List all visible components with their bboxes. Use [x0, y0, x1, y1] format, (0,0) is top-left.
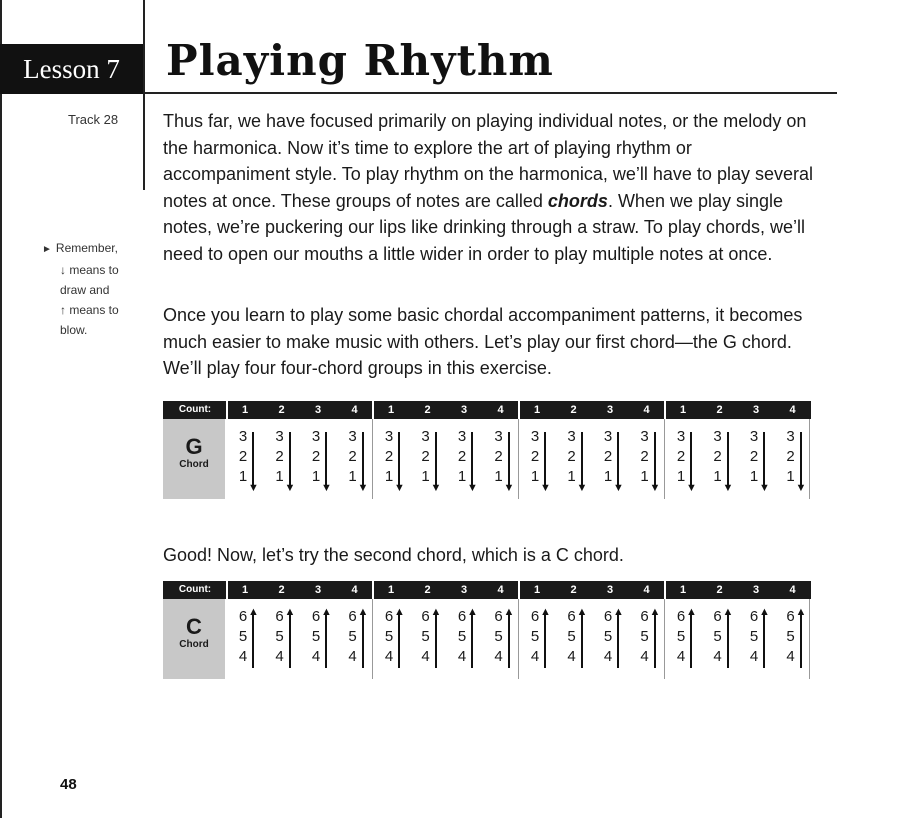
hole-number: 2 — [348, 448, 357, 465]
breath-arrow-stem — [617, 432, 619, 488]
hole-number: 5 — [457, 628, 467, 645]
c-chord-chart — [163, 581, 811, 679]
hole-number: 2 — [530, 448, 540, 465]
measure-line — [664, 599, 665, 679]
side-note — [42, 238, 142, 340]
blow-arrow-icon: ▲ — [540, 606, 551, 618]
g-chord-chart — [163, 401, 811, 499]
hole-number: 3 — [786, 428, 795, 445]
breath-arrow-stem — [362, 612, 364, 668]
draw-arrow-icon: ▼ — [467, 482, 478, 494]
hole-number: 1 — [384, 468, 394, 485]
breath-arrow-stem — [471, 612, 473, 668]
pointer-icon: ► — [42, 244, 52, 255]
hole-number: 5 — [421, 628, 430, 645]
count-number: 4 — [497, 584, 504, 596]
measure-line — [809, 419, 810, 499]
measure-divider — [664, 401, 666, 419]
measure-line — [372, 419, 373, 499]
breath-arrow-stem — [544, 612, 546, 668]
hole-number: 2 — [567, 448, 576, 465]
count-number: 4 — [789, 404, 796, 416]
hole-number: 3 — [384, 428, 394, 445]
draw-arrow-icon: ▼ — [795, 482, 807, 494]
chord-letter: G — [185, 434, 203, 459]
chord-letter: C — [186, 614, 202, 639]
hole-number: 5 — [530, 628, 540, 645]
hole-number: 3 — [749, 428, 759, 445]
breath-arrow-stem — [654, 432, 656, 488]
hole-number: 4 — [348, 648, 357, 665]
breath-arrow-stem — [763, 612, 765, 668]
hole-number: 1 — [311, 468, 321, 485]
blow-arrow-icon: ▲ — [321, 606, 332, 618]
count-number: 4 — [351, 584, 358, 596]
measure-line — [664, 419, 665, 499]
breath-arrow-stem — [763, 432, 765, 488]
breath-arrow-stem — [289, 612, 291, 668]
hole-number: 2 — [603, 448, 613, 465]
hole-number: 5 — [749, 628, 759, 645]
breath-arrow-stem — [362, 432, 364, 488]
hole-number: 6 — [749, 608, 759, 625]
hole-number: 4 — [238, 648, 248, 665]
draw-arrow-icon: ▼ — [649, 482, 661, 494]
breath-arrow-stem — [398, 612, 400, 668]
hole-number: 4 — [640, 648, 649, 665]
blow-arrow-icon: ▲ — [394, 606, 405, 618]
count-number: 1 — [679, 404, 687, 416]
breath-arrow-stem — [727, 432, 729, 488]
blow-arrow-icon: ▲ — [467, 606, 478, 618]
hole-number: 4 — [421, 648, 430, 665]
count-number: 1 — [533, 404, 541, 416]
count-number: 2 — [278, 584, 285, 596]
count-number: 2 — [278, 404, 285, 416]
count-number: 3 — [460, 584, 468, 596]
hole-number: 6 — [311, 608, 321, 625]
count-number: 3 — [314, 584, 322, 596]
draw-arrow-icon: ▼ — [248, 482, 259, 494]
hole-number: 2 — [238, 448, 248, 465]
count-number: 4 — [351, 404, 358, 416]
draw-arrow-icon: ▼ — [503, 482, 515, 494]
draw-arrow-icon: ▼ — [540, 482, 551, 494]
blow-arrow-icon: ▲ — [686, 606, 697, 618]
hole-number: 4 — [530, 648, 540, 665]
hole-number: 6 — [238, 608, 248, 625]
measure-divider — [664, 581, 666, 599]
hole-number: 3 — [311, 428, 321, 445]
count-number: 2 — [716, 404, 723, 416]
count-number: 1 — [533, 584, 541, 596]
hole-number: 3 — [275, 428, 284, 445]
breath-arrow-stem — [800, 432, 802, 488]
breath-arrow-stem — [508, 432, 510, 488]
blow-arrow-icon: ▲ — [284, 606, 296, 618]
hole-number: 2 — [676, 448, 686, 465]
count-number: 1 — [679, 584, 687, 596]
hole-number: 1 — [530, 468, 540, 485]
hole-number: 6 — [603, 608, 613, 625]
count-number: 3 — [314, 404, 322, 416]
hole-number: 1 — [786, 468, 795, 485]
measure-divider — [372, 401, 374, 419]
blow-arrow-icon: ▲ — [795, 606, 807, 618]
breath-arrow-stem — [544, 432, 546, 488]
breath-arrow-stem — [252, 432, 254, 488]
hole-number: 6 — [713, 608, 722, 625]
count-number: 2 — [424, 404, 431, 416]
measure-divider — [226, 401, 228, 419]
breath-arrow-stem — [800, 612, 802, 668]
breath-arrow-stem — [617, 612, 619, 668]
hole-number: 2 — [275, 448, 284, 465]
hole-number: 5 — [348, 628, 357, 645]
hole-number: 4 — [676, 648, 686, 665]
hole-number: 1 — [348, 468, 357, 485]
hole-number: 4 — [713, 648, 722, 665]
chords-term: chords — [547, 190, 608, 211]
count-number: 2 — [424, 584, 431, 596]
measure-divider — [518, 581, 520, 599]
hole-number: 5 — [567, 628, 576, 645]
count-number: 3 — [606, 584, 614, 596]
hole-number: 6 — [676, 608, 686, 625]
hole-number: 6 — [786, 608, 795, 625]
hole-number: 2 — [713, 448, 722, 465]
page-left-border — [0, 0, 2, 818]
blow-arrow-icon: ▲ — [649, 606, 661, 618]
hole-number: 2 — [311, 448, 321, 465]
blow-arrow-icon: ▲ — [613, 606, 624, 618]
lesson-tab: Lesson 7 — [0, 44, 143, 94]
side-note-line: ↑ means to — [60, 303, 119, 317]
hole-number: 3 — [494, 428, 503, 445]
hole-number: 4 — [457, 648, 467, 665]
count-number: 1 — [387, 584, 395, 596]
page-title: Playing Rhythm — [166, 36, 554, 85]
hole-number: 1 — [457, 468, 467, 485]
count-bar — [163, 581, 811, 599]
breath-arrow-stem — [325, 612, 327, 668]
draw-arrow-icon: ▼ — [613, 482, 624, 494]
hole-number: 5 — [238, 628, 248, 645]
measure-line — [518, 419, 519, 499]
breath-arrow-stem — [690, 432, 692, 488]
hole-number: 3 — [348, 428, 357, 445]
hole-number: 1 — [640, 468, 649, 485]
count-number: 1 — [241, 584, 249, 596]
count-number: 4 — [643, 404, 650, 416]
chord-label-box — [163, 419, 225, 499]
measure-line — [518, 599, 519, 679]
track-label: Track 28 — [68, 112, 119, 127]
side-note-line: draw and — [60, 283, 110, 297]
draw-arrow-icon: ▼ — [686, 482, 697, 494]
breath-arrow-stem — [581, 432, 583, 488]
hole-number: 3 — [713, 428, 722, 445]
hole-number: 3 — [603, 428, 613, 445]
side-note-line: blow. — [60, 323, 88, 337]
count-label: Count: — [178, 404, 212, 415]
hole-number: 1 — [238, 468, 248, 485]
breath-arrow-stem — [727, 612, 729, 668]
breath-arrow-stem — [654, 612, 656, 668]
hole-number: 5 — [676, 628, 686, 645]
paragraph-intro: Thus far, we have focused primarily on playing individual notes, or the melody on the harmonica. Now it’s time to explore the art of playing rhythm or accompaniment style. To play rhythm on the harmonica, we’ll have to play several notes at once. These groups of notes are called chords. When we play single notes, we’re puckering our lips like drinking through a straw. To play chords, we’ll need to open our mouths a little wider in order to play multiple notes at once. — [163, 111, 813, 264]
hole-number: 6 — [640, 608, 649, 625]
hole-number: 4 — [603, 648, 613, 665]
page-number: 48 — [60, 776, 77, 793]
hole-number: 5 — [713, 628, 722, 645]
count-number: 4 — [789, 584, 796, 596]
hole-number: 1 — [749, 468, 759, 485]
paragraph-g-chord: Once you learn to play some basic chordal accompaniment patterns, it becomes much easier to make music with others. Let’s play our first chord—the G chord. We’ll play four four-chord groups in this exercise. — [163, 305, 803, 378]
hole-number: 2 — [457, 448, 467, 465]
count-number: 1 — [387, 404, 395, 416]
hole-number: 6 — [494, 608, 503, 625]
draw-arrow-icon: ▼ — [576, 482, 588, 494]
breath-arrow-stem — [398, 432, 400, 488]
breath-arrow-stem — [435, 612, 437, 668]
breath-arrow-stem — [581, 612, 583, 668]
side-note-line: ► Remember, — [42, 241, 118, 255]
count-number: 3 — [752, 584, 760, 596]
breath-arrow-stem — [252, 612, 254, 668]
margin-rule — [143, 0, 145, 190]
hole-number: 5 — [603, 628, 613, 645]
count-number: 4 — [497, 404, 504, 416]
hole-number: 5 — [640, 628, 649, 645]
measure-divider — [226, 581, 228, 599]
blow-arrow-icon: ▲ — [248, 606, 259, 618]
count-number: 2 — [570, 584, 577, 596]
hole-number: 4 — [749, 648, 759, 665]
hole-number: 4 — [494, 648, 503, 665]
hole-number: 5 — [275, 628, 284, 645]
blow-arrow-icon: ▲ — [576, 606, 588, 618]
hole-number: 1 — [275, 468, 284, 485]
measure-line — [372, 599, 373, 679]
hole-number: 6 — [348, 608, 357, 625]
title-rule — [143, 92, 837, 94]
count-bar — [163, 401, 811, 419]
draw-arrow-icon: ▼ — [284, 482, 296, 494]
measure-line — [809, 599, 810, 679]
breath-arrow-stem — [289, 432, 291, 488]
hole-number: 3 — [421, 428, 430, 445]
chord-word: Chord — [179, 639, 209, 650]
hole-number: 2 — [786, 448, 795, 465]
chord-label-box — [163, 599, 225, 679]
side-note-line: ↓ means to — [60, 263, 119, 277]
breath-arrow-stem — [690, 612, 692, 668]
blow-arrow-icon: ▲ — [759, 606, 770, 618]
hole-number: 1 — [676, 468, 686, 485]
count-number: 2 — [716, 584, 723, 596]
blow-arrow-icon: ▲ — [430, 606, 442, 618]
hole-number: 4 — [384, 648, 394, 665]
hole-number: 6 — [457, 608, 467, 625]
count-label: Count: — [178, 584, 212, 595]
hole-number: 5 — [311, 628, 321, 645]
draw-arrow-icon: ▼ — [759, 482, 770, 494]
hole-number: 5 — [786, 628, 795, 645]
hole-number: 4 — [786, 648, 795, 665]
hole-number: 1 — [603, 468, 613, 485]
draw-arrow-icon: ▼ — [722, 482, 734, 494]
draw-arrow-icon: ▼ — [357, 482, 369, 494]
hole-number: 2 — [384, 448, 394, 465]
count-number: 2 — [570, 404, 577, 416]
blow-arrow-icon: ▲ — [503, 606, 515, 618]
hole-number: 1 — [567, 468, 576, 485]
hole-number: 1 — [494, 468, 503, 485]
hole-number: 3 — [457, 428, 467, 445]
hole-number: 5 — [494, 628, 503, 645]
hole-number: 3 — [238, 428, 248, 445]
hole-number: 2 — [749, 448, 759, 465]
breath-arrow-stem — [325, 432, 327, 488]
chord-word: Chord — [179, 459, 209, 470]
count-number: 3 — [460, 404, 468, 416]
draw-arrow-icon: ▼ — [321, 482, 332, 494]
draw-arrow-icon: ▼ — [394, 482, 405, 494]
hole-number: 1 — [713, 468, 722, 485]
count-number: 4 — [643, 584, 650, 596]
hole-number: 3 — [530, 428, 540, 445]
hole-number: 3 — [640, 428, 649, 445]
hole-number: 3 — [567, 428, 576, 445]
blow-arrow-icon: ▲ — [722, 606, 734, 618]
hole-number: 6 — [530, 608, 540, 625]
breath-arrow-stem — [508, 612, 510, 668]
hole-number: 2 — [640, 448, 649, 465]
paragraph-c-chord: Good! Now, let’s try the second chord, which is a C chord. — [163, 545, 624, 565]
hole-number: 6 — [275, 608, 284, 625]
hole-number: 2 — [421, 448, 430, 465]
hole-number: 1 — [421, 468, 430, 485]
hole-number: 4 — [275, 648, 284, 665]
hole-number: 2 — [494, 448, 503, 465]
hole-number: 6 — [567, 608, 576, 625]
hole-number: 4 — [311, 648, 321, 665]
blow-arrow-icon: ▲ — [357, 606, 369, 618]
count-number: 3 — [752, 404, 760, 416]
breath-arrow-stem — [471, 432, 473, 488]
hole-number: 5 — [384, 628, 394, 645]
hole-number: 6 — [421, 608, 430, 625]
measure-divider — [518, 401, 520, 419]
count-number: 1 — [241, 404, 249, 416]
draw-arrow-icon: ▼ — [430, 482, 442, 494]
hole-number: 6 — [384, 608, 394, 625]
count-number: 3 — [606, 404, 614, 416]
measure-divider — [372, 581, 374, 599]
hole-number: 3 — [676, 428, 686, 445]
hole-number: 4 — [567, 648, 576, 665]
breath-arrow-stem — [435, 432, 437, 488]
